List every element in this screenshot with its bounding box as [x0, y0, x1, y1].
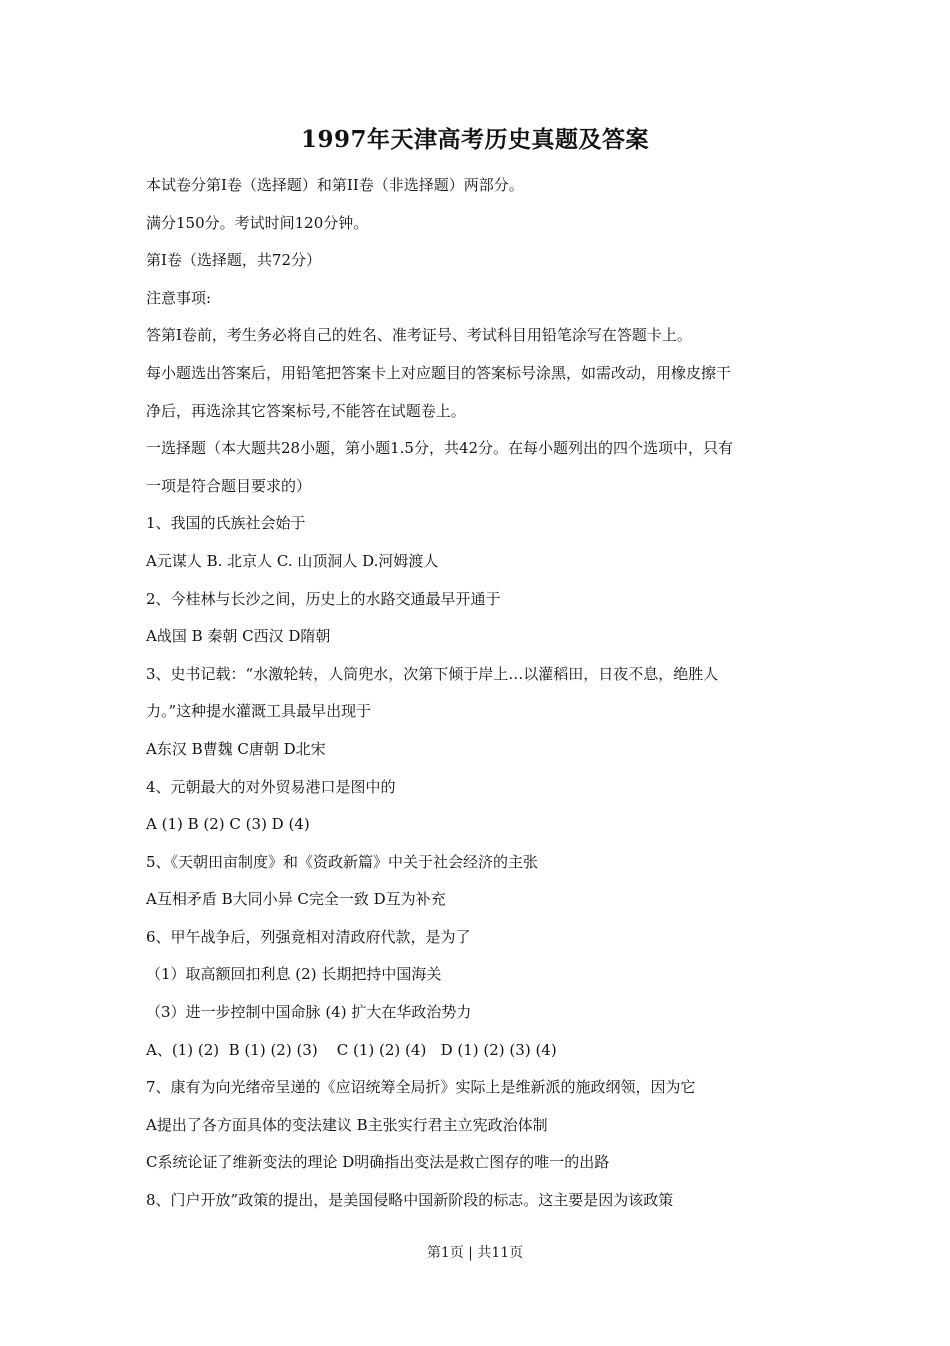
part-one-instructions: 一选择题（本大题共28小题，第小题1.5分，共42分。在每小题列出的四个选项中，只有 — [146, 439, 734, 458]
notice-line-3: 净后，再选涂其它答案标号,不能答在试题卷上。 — [146, 401, 466, 420]
document-body — [146, 167, 816, 1220]
notice-line-1: 答第I卷前，考生务必将自己的姓名、准考证号、考试科目用铅笔涂写在答题卡上。 — [146, 326, 692, 345]
notice-heading: 注意事项: — [146, 288, 212, 307]
question-4: 4、元朝最大的对外贸易港口是图中的 — [146, 777, 396, 796]
part-one-instructions-cont: 一项是符合题目要求的） — [146, 476, 312, 495]
question-5-options: A互相矛盾 B大同小异 C完全一致 D互为补充 — [146, 890, 446, 909]
page-footer: 第1页 | 共11页 — [426, 1245, 524, 1261]
question-3-options: A东汉 B曹魏 C唐朝 D北宋 — [146, 739, 326, 758]
question-1-options: A元谋人 B. 北京人 C. 山顶洞人 D.河姆渡人 — [146, 551, 439, 570]
question-3-cont: 力。”这种提水灌溉工具最早出现于 — [146, 702, 372, 721]
section-heading: 第I卷（选择题，共72分） — [146, 251, 322, 270]
question-4-options: A (1) B (2) C (3) D (4) — [146, 815, 310, 834]
question-7-options-a: A提出了各方面具体的变法建议 B主张实行君主立宪政治体制 — [146, 1115, 548, 1134]
document-title: 1997年天津高考历史真题及答案 — [300, 126, 649, 153]
notice-line-2: 每小题选出答案后，用铅笔把答案卡上对应题目的答案标号涂黑，如需改动，用橡皮擦干 — [146, 363, 732, 382]
intro-line-2: 满分150分。考试时间120分钟。 — [146, 213, 369, 232]
question-7-options-b: C系统论证了维新变法的理论 D明确指出变法是救亡图存的唯一的出路 — [146, 1153, 610, 1172]
question-6-item-a: （1）取高额回扣利息 (2) 长期把持中国海关 — [146, 965, 442, 984]
question-2-options: A战国 B 秦朝 C西汉 D隋朝 — [146, 627, 331, 646]
question-3: 3、史书记载：“水激轮转，人筒兜水，次第下倾于岸上…以灌稻田，日夜不息，绝胜人 — [146, 664, 719, 683]
question-6-options: A、(1) (2) B (1) (2) (3) C (1) (2) (4) D (1) (2) (3) (4) — [146, 1040, 557, 1059]
question-6-item-b: （3）进一步控制中国命脉 (4) 扩大在华政治势力 — [146, 1003, 472, 1022]
intro-line-1: 本试卷分第I卷（选择题）和第II卷（非选择题）两部分。 — [146, 176, 524, 194]
question-6: 6、甲午战争后，列强竟相对清政府代款，是为了 — [146, 927, 471, 946]
question-5: 5、《天朝田亩制度》和《资政新篇》中关于社会经济的主张 — [146, 852, 539, 871]
question-2: 2、今桂林与长沙之间，历史上的水路交通最早开通于 — [146, 589, 501, 608]
question-7: 7、康有为向光绪帝呈递的《应诏统筹全局折》实际上是维新派的施政纲领，因为它 — [146, 1078, 696, 1097]
question-8: 8、门户开放”政策的提出，是美国侵略中国新阶段的标志。这主要是因为该政策 — [146, 1191, 674, 1210]
question-1: 1、我国的氏族社会始于 — [146, 514, 306, 533]
